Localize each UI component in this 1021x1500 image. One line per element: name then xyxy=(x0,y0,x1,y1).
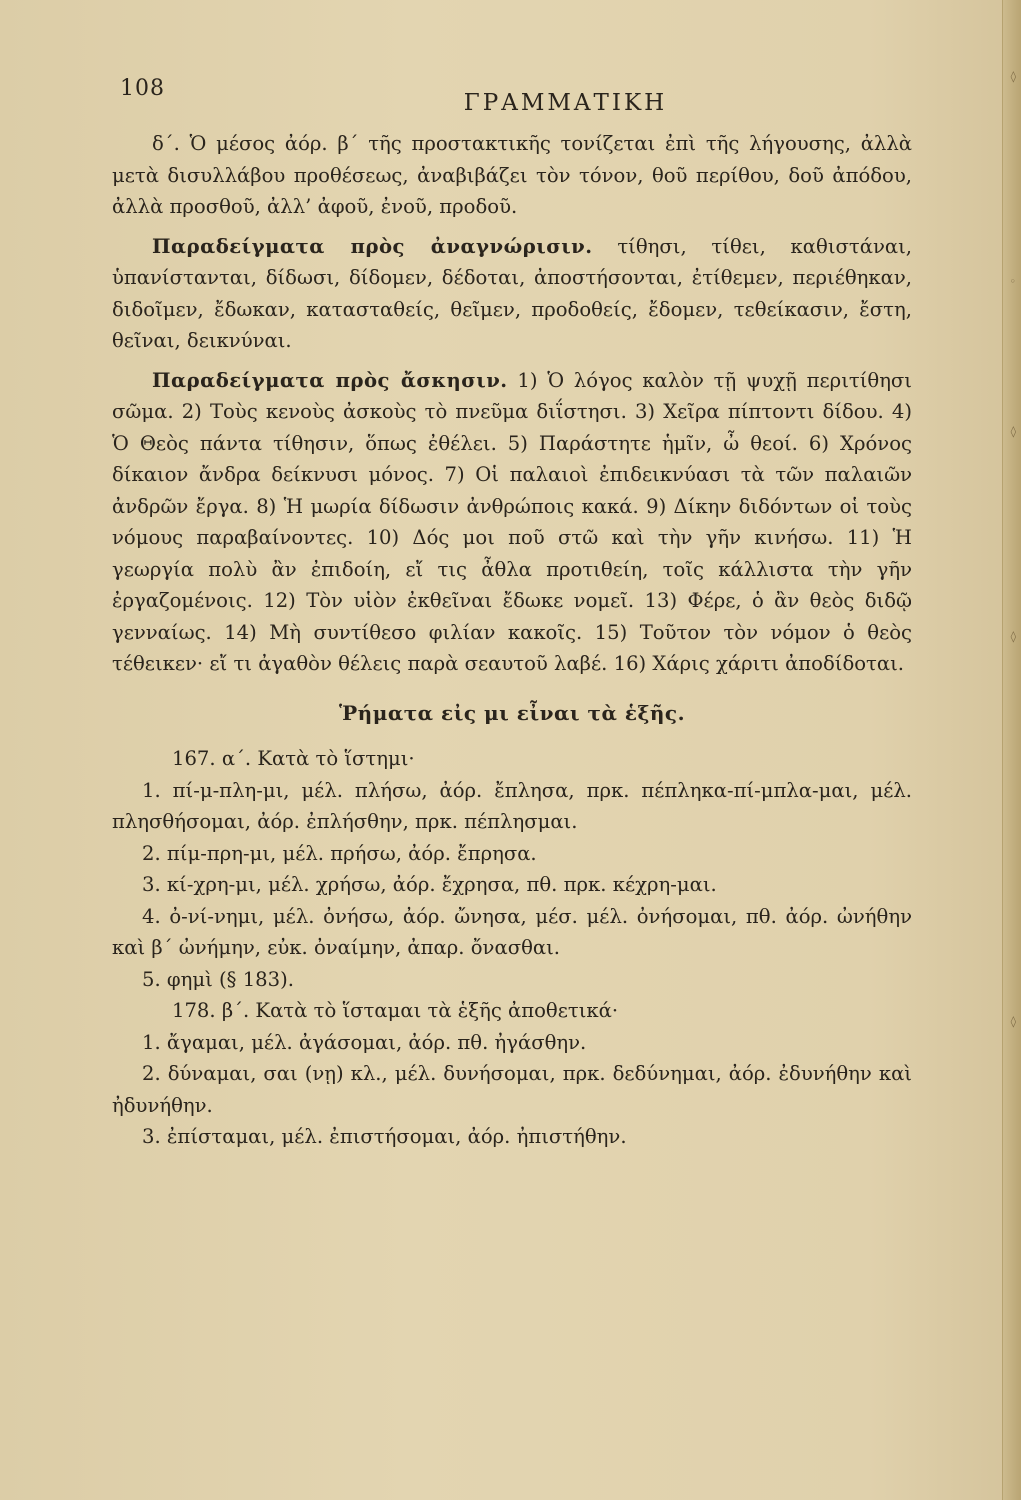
gutter-mark: ◊ xyxy=(1010,1015,1016,1028)
page-gutter xyxy=(1002,0,1021,1500)
list-item: 3. κί-χρη-μι, μέλ. χρήσω, ἀόρ. ἔχρησα, πθ. πρκ. κέχρη-μαι. xyxy=(142,873,717,896)
section-heading: Ῥήματα εἰς μι εἶναι τὰ ἑξῆς. xyxy=(338,700,686,725)
exercise-text: 1) Ὁ λόγος καλὸν τῇ ψυχῇ περιτίθησι σῶμα. 2) Τοὺς κενοὺς ἀσκοὺς τὸ πνεῦμα διΐστησι. 3) Χεῖρα πίπτοντι δίδου. 4) Ὁ Θεὸς πάντα τίθησιν, ὅπως ἐθέλει. 5) Παράστητε ἡμῖν, ὦ θεοί. 6) Χρόνος δίκαιον ἄνδρα δείκνυσι μόνος. 7) Οἱ παλαιοὶ ἐπιδεικνύασι τὰ τῶν παλαιῶν ἀνδρῶν ἔργα. 8) Ἡ μωρία δίδωσιν ἀνθρώποις κακά. 9) Δίκην διδόντων οἱ τοὺς νόμους παραβαίνοντες. 10) Δός μοι ποῦ στῶ καὶ τὴν γῆν κινήσω. 11) Ἡ γεωργία πολὺ ἂν ἐπιδοίη, εἴ τις ἆθλα προτιθείη, τοῖς κάλλιστα τὴν γῆν ἐργαζομένοις. 12) Τὸν υἱὸν ἐκθεῖναι ἔδωκε νομεῖ. 13) Φέρε, ὁ ἂν θεὸς διδῷ γενναίως. 14) Μὴ συντίθεσο φιλίαν κακοῖς. 15) Τοῦτον τὸν νόμον ὁ θεὸς τέθεικεν· εἴ τι ἀγαθὸν θέλεις παρὰ σεαυτοῦ λαβέ. 16) Χάρις χάριτι ἀποδίδοται. xyxy=(112,368,912,675)
gutter-mark: ◦ xyxy=(1009,275,1016,288)
reading-text: τίθησι, τίθει, καθιστάναι, ὑπανίστανται, δίδωσι, δίδομεν, δέδοται, ἀποστήσονται, ἐτίθεμεν, περιέθηκαν, διδοῖμεν, ἔδωκαν, κατασταθείς, θεῖμεν, προδοθείς, ἔδομεν, τεθείκασιν, ἔστη, θεῖναι, δεικνύναι. xyxy=(112,234,912,352)
list-item: 1. πί-μ-πλη-μι, μέλ. πλήσω, ἀόρ. ἔπλησα, πρκ. πέπληκα-πί-μπλα-μαι, μέλ. πλησθήσομαι, ἀόρ. ἐπλήσθην, πρκ. πέπλησμαι. xyxy=(112,778,912,833)
exercise-heading: Παραδείγματα πρὸς ἄσκησιν. xyxy=(152,368,508,392)
gutter-mark: ◊ xyxy=(1010,425,1016,438)
section-167-title: 167. α΄. Κατὰ τὸ ἵστημι· xyxy=(172,747,415,770)
list-item: 5. φημὶ (§ 183). xyxy=(142,967,294,991)
list-item: 3. ἐπίσταμαι, μέλ. ἐπιστήσομαι, ἀόρ. ἠπιστήθην. xyxy=(142,1125,627,1148)
exercise-examples xyxy=(112,365,912,680)
running-title: ΓΡΑΜΜΑΤΙΚΗ xyxy=(463,90,668,116)
list-item: 2. πίμ-πρη-μι, μέλ. πρήσω, ἀόρ. ἔπρησα. xyxy=(142,841,537,865)
reading-heading: Παραδείγματα πρὸς ἀναγνώρισιν. xyxy=(152,234,593,258)
list-item: 1. ἄγαμαι, μέλ. ἀγάσομαι, ἀόρ. πθ. ἠγάσθην. xyxy=(142,1030,587,1054)
list-item: 2. δύναμαι, σαι (νῃ) κλ., μέλ. δυνήσομαι, πρκ. δεδύνημαι, ἀόρ. ἐδυνήθην καὶ ἠδυνήθην. xyxy=(112,1062,912,1117)
paragraph-delta: δ΄. Ὁ μέσος ἀόρ. β΄ τῆς προστακτικῆς τονίζεται ἐπὶ τῆς λήγουσης, ἀλλὰ μετὰ δισυλλάβου προθέσεως, ἀναβιβάζει τὸν τόνον, θοῦ περίθου, δοῦ ἀπόδου, ἀλλὰ προσθοῦ, ἀλλ’ ἀφοῦ, ἐνοῦ, προδοῦ. xyxy=(112,132,912,218)
reading-examples xyxy=(112,231,912,357)
page-body xyxy=(112,128,912,1153)
section-178-title: 178. β΄. Κατὰ τὸ ἵσταμαι τὰ ἑξῆς ἀποθετικά· xyxy=(172,999,619,1022)
gutter-mark: ◊ xyxy=(1010,70,1016,83)
page-number: 108 xyxy=(120,76,165,101)
list-item: 4. ὀ-νί-νημι, μέλ. ὀνήσω, ἀόρ. ὤνησα, μέσ. μέλ. ὀνήσομαι, πθ. ἀόρ. ὠνήθην καὶ β΄ ὠνήμην, εὐκ. ὀναίμην, ἀπαρ. ὄνασθαι. xyxy=(112,904,912,959)
page-header xyxy=(120,76,951,122)
gutter-mark: ◊ xyxy=(1010,630,1016,643)
